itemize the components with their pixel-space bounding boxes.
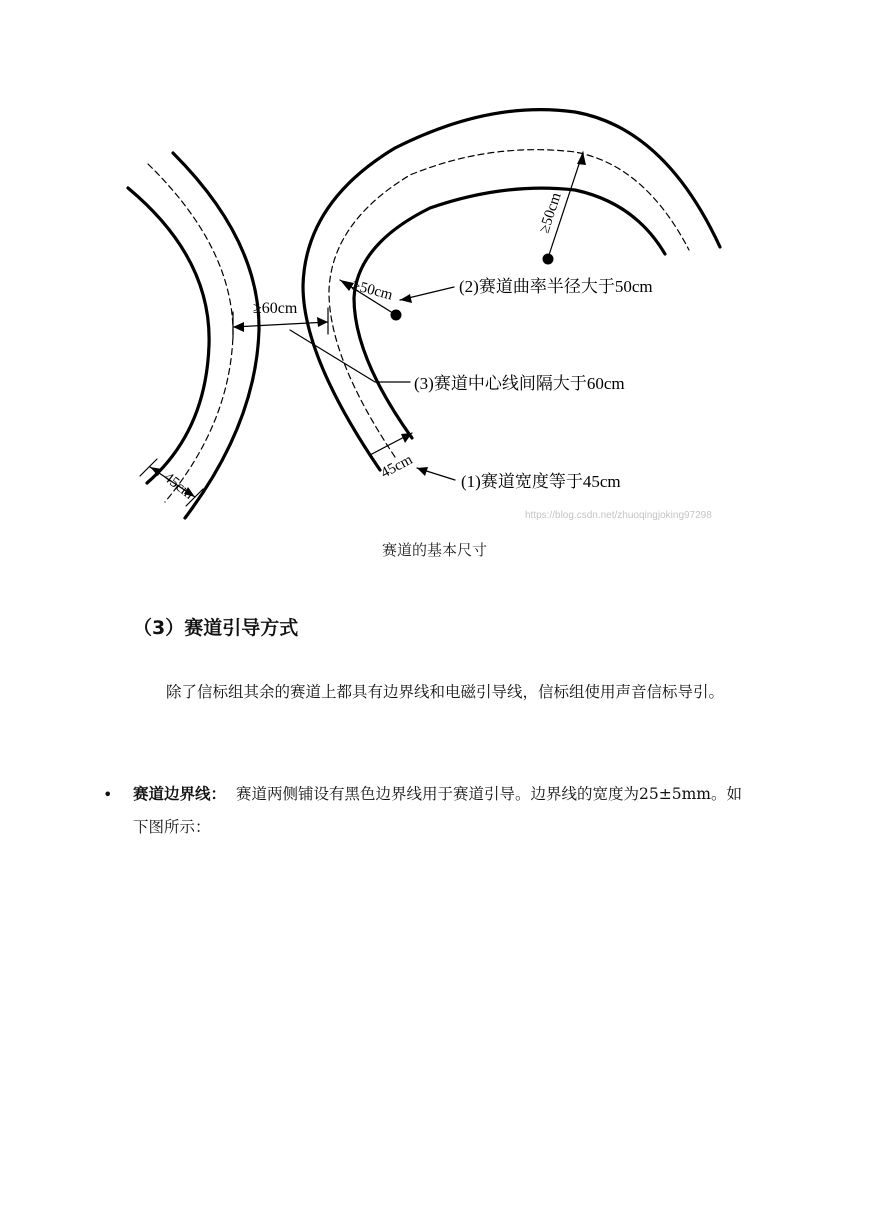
list-item bbox=[103, 778, 743, 844]
arrow-leader-width bbox=[417, 467, 428, 476]
bullet-icon: • bbox=[103, 785, 113, 804]
label-radius: (2)赛道曲率半径大于50cm bbox=[459, 277, 653, 296]
label-spacing: (3)赛道中心线间隔大于60cm bbox=[414, 374, 625, 393]
dim-45-right-tick bbox=[364, 447, 376, 465]
arrow-60-left bbox=[233, 322, 244, 332]
watermark-text: https://blog.csdn.net/zhuoqingjoking97298 bbox=[525, 510, 712, 521]
dim-50-upper-text: ≥50cm bbox=[536, 190, 565, 236]
track-dimension-figure bbox=[0, 0, 869, 535]
left-track-inner-edge bbox=[173, 153, 259, 518]
dim-45-right-text: 45cm bbox=[378, 451, 416, 482]
list-item-body bbox=[133, 778, 743, 844]
left-track-centerline bbox=[148, 164, 233, 502]
list-item-text: 赛道两侧铺设有黑色边界线用于赛道引导。边界线的宽度为25±5mm。如下图所示： bbox=[133, 785, 742, 836]
list-item-label: 赛道边界线： bbox=[133, 785, 227, 803]
radius-center-dot-lower bbox=[391, 310, 402, 321]
left-track-outer-edge bbox=[128, 188, 209, 483]
dim-60-text: ≥60cm bbox=[253, 300, 298, 317]
dim-45-left-text: 45cm bbox=[160, 469, 197, 503]
section-heading: （3）赛道引导方式 bbox=[133, 617, 299, 639]
arrow-leader-radius bbox=[400, 294, 412, 303]
dim-60-line bbox=[233, 322, 328, 327]
leader-spacing bbox=[290, 330, 410, 382]
radius-center-dot-upper bbox=[543, 254, 554, 265]
body-paragraph: 除了信标组其余的赛道上都具有边界线和电磁引导线，信标组使用声音信标导引。 bbox=[166, 683, 725, 701]
arrow-60-right bbox=[317, 317, 328, 327]
right-track-centerline bbox=[329, 150, 689, 457]
figure-caption: 赛道的基本尺寸 bbox=[381, 541, 487, 559]
label-width: (1)赛道宽度等于45cm bbox=[461, 472, 621, 491]
dim-45-left-tick1 bbox=[140, 459, 157, 476]
dim-50-center-text: ≥50cm bbox=[349, 277, 395, 304]
